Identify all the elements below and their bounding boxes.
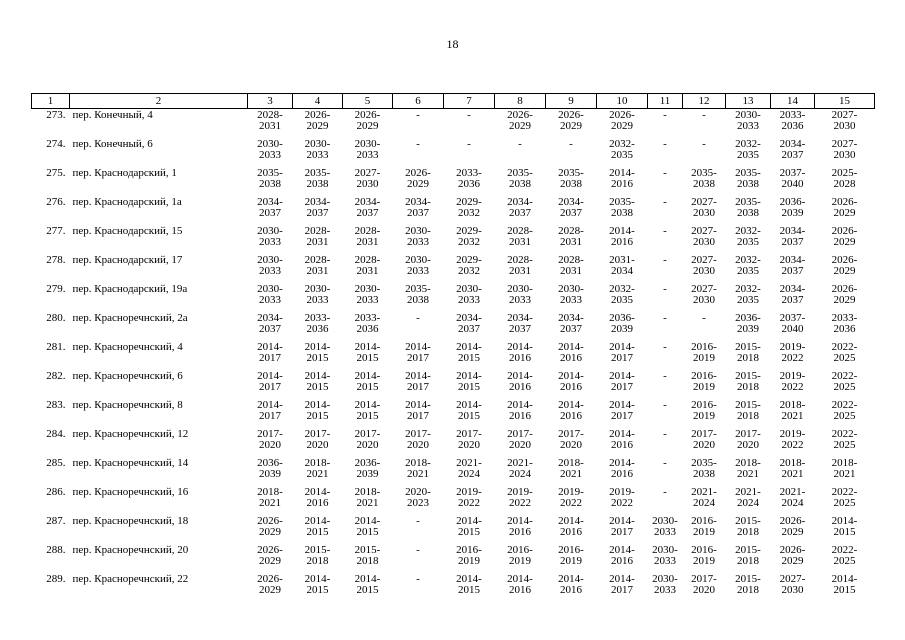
period-cell: 2030- 2033	[652, 544, 678, 567]
period-cell: 2027- 2030	[691, 225, 717, 248]
period-cell: 2035- 2038	[257, 167, 283, 190]
table-row	[32, 254, 875, 283]
period-cell: -	[416, 515, 420, 527]
period-cell: 2032- 2035	[735, 138, 761, 161]
column-header-12: 12	[683, 94, 726, 109]
period-cell: 2033- 2036	[831, 312, 858, 335]
period-cell: 2016- 2019	[691, 399, 717, 422]
period-cell: 2021- 2024	[507, 457, 533, 480]
period-cell: 2014- 2015	[304, 573, 331, 596]
period-cell: 2014- 2015	[456, 573, 482, 596]
period-cell: 2030- 2033	[652, 573, 678, 596]
period-cell: 2022- 2025	[831, 341, 858, 364]
period-cell: 2014- 2016	[558, 399, 584, 422]
period-cell: 2019- 2022	[558, 486, 584, 509]
period-cell: 2014- 2016	[558, 341, 584, 364]
period-cell: 2022- 2025	[831, 544, 858, 567]
period-cell: 2017- 2020	[304, 428, 331, 451]
period-cell: 2028- 2031	[304, 225, 331, 248]
period-cell: 2037- 2040	[779, 312, 806, 335]
row-number: 283.	[46, 399, 66, 411]
period-cell: 2035- 2038	[735, 167, 761, 190]
period-cell: 2029- 2032	[456, 225, 482, 248]
period-cell: 2020- 2023	[405, 486, 431, 509]
period-cell: 2014- 2015	[304, 341, 331, 364]
address-cell: пер. Краснодарский, 17	[72, 254, 183, 266]
period-cell: 2027- 2030	[691, 254, 717, 277]
row-number: 289.	[46, 573, 66, 585]
period-cell: 2014- 2016	[507, 399, 533, 422]
period-cell: 2018- 2021	[735, 457, 761, 480]
row-number: 287.	[46, 515, 66, 527]
period-cell: 2014- 2015	[354, 341, 381, 364]
period-cell: 2014- 2017	[609, 515, 635, 538]
table-row	[32, 341, 875, 370]
row-number: 274.	[46, 138, 66, 150]
period-cell: 2034- 2037	[354, 196, 381, 219]
period-cell: 2017- 2020	[558, 428, 584, 451]
period-cell: 2032- 2035	[735, 283, 761, 306]
schedule-table	[31, 93, 875, 602]
period-cell: -	[663, 486, 667, 498]
period-cell: 2025- 2028	[831, 167, 858, 190]
period-cell: 2027- 2030	[691, 283, 717, 306]
period-cell: 2035- 2038	[691, 167, 717, 190]
period-cell: 2014- 2015	[304, 399, 331, 422]
period-cell: -	[467, 138, 471, 150]
period-cell: 2026- 2029	[779, 515, 806, 538]
period-cell: 2033- 2036	[456, 167, 482, 190]
period-cell: 2019- 2022	[609, 486, 635, 509]
table-row	[32, 428, 875, 457]
period-cell: 2021- 2024	[779, 486, 806, 509]
address-cell: пер. Конечный, 6	[72, 138, 153, 150]
period-cell: -	[416, 573, 420, 585]
period-cell: 2034- 2037	[405, 196, 431, 219]
period-cell: -	[663, 254, 667, 266]
table-row	[32, 167, 875, 196]
address-cell: пер. Краснодарский, 15	[72, 225, 183, 237]
address-cell: пер. Красноречнский, 16	[72, 486, 189, 498]
header-row	[32, 94, 875, 109]
period-cell: 2016- 2019	[507, 544, 533, 567]
address-cell: пер. Краснодарский, 1а	[72, 196, 182, 208]
column-header-7: 7	[444, 94, 495, 109]
table-row	[32, 109, 875, 139]
period-cell: 2015- 2018	[735, 573, 761, 596]
column-header-3: 3	[248, 94, 293, 109]
period-cell: 2018- 2021	[354, 486, 381, 509]
period-cell: 2034- 2037	[304, 196, 331, 219]
address-cell: пер. Красноречнский, 4	[72, 341, 183, 353]
period-cell: 2034- 2037	[779, 254, 806, 277]
period-cell: 2035- 2038	[691, 457, 717, 480]
period-cell: 2014- 2015	[304, 370, 331, 393]
address-cell: пер. Краснодарский, 19а	[72, 283, 188, 295]
period-cell: 2030- 2033	[456, 283, 482, 306]
table-row	[32, 399, 875, 428]
period-cell: 2016- 2019	[691, 341, 717, 364]
table-row	[32, 225, 875, 254]
page-number: 18	[446, 37, 459, 51]
period-cell: 2026- 2029	[831, 254, 858, 277]
column-header-4: 4	[293, 94, 343, 109]
period-cell: 2034- 2037	[507, 312, 533, 335]
period-cell: -	[416, 138, 420, 150]
period-cell: 2018- 2021	[558, 457, 584, 480]
period-cell: 2018- 2021	[405, 457, 431, 480]
period-cell: 2036- 2039	[609, 312, 635, 335]
table-row	[32, 486, 875, 515]
period-cell: -	[702, 312, 706, 324]
period-cell: 2018- 2021	[779, 399, 806, 422]
period-cell: 2034- 2037	[779, 138, 806, 161]
period-cell: 2016- 2019	[558, 544, 584, 567]
period-cell: 2014- 2016	[558, 573, 584, 596]
period-cell: 2035- 2038	[304, 167, 331, 190]
period-cell: 2034- 2037	[257, 196, 283, 219]
column-header-8: 8	[495, 94, 546, 109]
row-number: 273.	[46, 109, 66, 121]
period-cell: 2028- 2031	[257, 109, 283, 132]
column-header-1: 1	[32, 94, 70, 109]
period-cell: 2017- 2020	[354, 428, 381, 451]
period-cell: 2036- 2039	[779, 196, 806, 219]
column-header-6: 6	[393, 94, 444, 109]
period-cell: 2030- 2033	[257, 254, 283, 277]
period-cell: 2035- 2038	[558, 167, 584, 190]
table-row	[32, 283, 875, 312]
period-cell: 2033- 2036	[779, 109, 806, 132]
period-cell: 2028- 2031	[507, 254, 533, 277]
period-cell: 2034- 2037	[507, 196, 533, 219]
table-row	[32, 515, 875, 544]
period-cell: 2015- 2018	[735, 544, 761, 567]
period-cell: -	[416, 109, 420, 121]
period-cell: 2014- 2017	[257, 341, 283, 364]
period-cell: 2033- 2036	[354, 312, 381, 335]
period-cell: 2014- 2016	[507, 515, 533, 538]
period-cell: 2014- 2016	[558, 370, 584, 393]
period-cell: 2021- 2024	[691, 486, 717, 509]
period-cell: 2019- 2022	[779, 428, 806, 451]
period-cell: 2015- 2018	[735, 341, 761, 364]
period-cell: 2014- 2016	[609, 457, 635, 480]
period-cell: 2018- 2021	[257, 486, 283, 509]
period-cell: 2019- 2022	[456, 486, 482, 509]
period-cell: 2014- 2015	[304, 515, 331, 538]
period-cell: 2016- 2019	[691, 515, 717, 538]
period-cell: 2026- 2029	[507, 109, 533, 132]
period-cell: 2030- 2033	[354, 283, 381, 306]
period-cell: 2014- 2015	[354, 515, 381, 538]
period-cell: 2030- 2033	[558, 283, 584, 306]
period-cell: -	[663, 428, 667, 440]
row-number: 280.	[46, 312, 66, 324]
period-cell: -	[663, 370, 667, 382]
period-cell: 2017- 2020	[257, 428, 283, 451]
period-cell: 2014- 2016	[609, 428, 635, 451]
table-body	[32, 109, 875, 603]
period-cell: 2032- 2035	[609, 283, 635, 306]
period-cell: 2014- 2016	[609, 167, 635, 190]
column-header-15: 15	[815, 94, 875, 109]
period-cell: 2021- 2024	[735, 486, 761, 509]
period-cell: 2017- 2020	[507, 428, 533, 451]
period-cell: 2022- 2025	[831, 370, 858, 393]
address-cell: пер. Красноречнский, 2а	[72, 312, 188, 324]
period-cell: 2019- 2022	[507, 486, 533, 509]
period-cell: 2029- 2032	[456, 196, 482, 219]
period-cell: 2030- 2033	[405, 254, 431, 277]
period-cell: 2014- 2016	[558, 515, 584, 538]
period-cell: 2014- 2015	[456, 515, 482, 538]
period-cell: 2017- 2020	[691, 428, 717, 451]
period-cell: 2026- 2029	[831, 283, 858, 306]
period-cell: 2018- 2021	[779, 457, 806, 480]
table-row	[32, 312, 875, 341]
period-cell: -	[518, 138, 522, 150]
column-header-9: 9	[546, 94, 597, 109]
column-header-2: 2	[70, 94, 248, 109]
period-cell: 2014- 2017	[609, 341, 635, 364]
period-cell: 2035- 2038	[609, 196, 635, 219]
period-cell: 2036- 2039	[354, 457, 381, 480]
period-cell: 2026- 2029	[304, 109, 331, 132]
period-cell: 2030- 2033	[304, 283, 331, 306]
period-cell: 2014- 2017	[405, 341, 431, 364]
period-cell: -	[663, 138, 667, 150]
period-cell: 2017- 2020	[691, 573, 717, 596]
row-number: 285.	[46, 457, 66, 469]
period-cell: 2027- 2030	[779, 573, 806, 596]
period-cell: -	[663, 457, 667, 469]
period-cell: 2015- 2018	[735, 515, 761, 538]
period-cell: 2030- 2033	[507, 283, 533, 306]
period-cell: 2014- 2016	[507, 573, 533, 596]
column-header-13: 13	[726, 94, 771, 109]
address-cell: пер. Краснодарский, 1	[72, 167, 177, 179]
period-cell: 2028- 2031	[354, 254, 381, 277]
period-cell: 2037- 2040	[779, 167, 806, 190]
period-cell: 2019- 2022	[779, 341, 806, 364]
period-cell: 2034- 2037	[779, 283, 806, 306]
period-cell: 2033- 2036	[304, 312, 331, 335]
address-cell: пер. Красноречнский, 18	[72, 515, 189, 527]
row-number: 282.	[46, 370, 66, 382]
period-cell: 2026- 2029	[257, 515, 283, 538]
period-cell: 2016- 2019	[691, 544, 717, 567]
column-header-11: 11	[648, 94, 683, 109]
period-cell: 2034- 2037	[558, 312, 584, 335]
period-cell: -	[663, 196, 667, 208]
period-cell: 2027- 2030	[831, 138, 858, 161]
period-cell: 2014- 2016	[609, 544, 635, 567]
period-cell: -	[569, 138, 573, 150]
period-cell: 2014- 2015	[354, 370, 381, 393]
address-cell: пер. Красноречнский, 12	[72, 428, 189, 440]
period-cell: -	[702, 109, 706, 121]
period-cell: 2031- 2034	[609, 254, 635, 277]
period-cell: 2014- 2015	[354, 399, 381, 422]
period-cell: 2030- 2033	[304, 138, 331, 161]
table-row	[32, 544, 875, 573]
period-cell: 2022- 2025	[831, 486, 858, 509]
period-cell: 2014- 2015	[831, 573, 858, 596]
period-cell: 2026- 2029	[558, 109, 584, 132]
period-cell: 2014- 2015	[456, 399, 482, 422]
period-cell: 2014- 2015	[354, 573, 381, 596]
address-cell: пер. Красноречнский, 6	[72, 370, 183, 382]
period-cell: -	[416, 312, 420, 324]
period-cell: 2027- 2030	[354, 167, 381, 190]
period-cell: 2026- 2029	[609, 109, 635, 132]
period-cell: 2030- 2033	[257, 225, 283, 248]
period-cell: 2016- 2019	[456, 544, 482, 567]
period-cell: 2030- 2033	[257, 283, 283, 306]
row-number: 277.	[46, 225, 66, 237]
period-cell: 2035- 2038	[405, 283, 431, 306]
period-cell: -	[663, 109, 667, 121]
period-cell: 2035- 2038	[507, 167, 533, 190]
period-cell: 2026- 2029	[831, 225, 858, 248]
period-cell: 2014- 2016	[507, 341, 533, 364]
period-cell: 2017- 2020	[735, 428, 761, 451]
period-cell: -	[663, 312, 667, 324]
period-cell: 2014- 2017	[405, 399, 431, 422]
row-number: 278.	[46, 254, 66, 266]
period-cell: 2028- 2031	[507, 225, 533, 248]
period-cell: 2030- 2033	[652, 515, 678, 538]
period-cell: 2026- 2029	[354, 109, 381, 132]
table-row	[32, 196, 875, 225]
period-cell: 2026- 2029	[257, 544, 283, 567]
period-cell: 2028- 2031	[304, 254, 331, 277]
column-header-5: 5	[343, 94, 393, 109]
period-cell: 2014- 2016	[609, 225, 635, 248]
address-cell: пер. Красноречнский, 22	[72, 573, 189, 585]
period-cell: 2028- 2031	[354, 225, 381, 248]
period-cell: 2034- 2037	[779, 225, 806, 248]
period-cell: 2029- 2032	[456, 254, 482, 277]
address-cell: пер. Конечный, 4	[72, 109, 153, 121]
period-cell: 2015- 2018	[735, 399, 761, 422]
period-cell: 2032- 2035	[735, 225, 761, 248]
period-cell: 2034- 2037	[558, 196, 584, 219]
period-cell: 2034- 2037	[257, 312, 283, 335]
period-cell: -	[663, 283, 667, 295]
period-cell: 2028- 2031	[558, 225, 584, 248]
period-cell: 2036- 2039	[735, 312, 761, 335]
period-cell: 2014- 2015	[831, 515, 858, 538]
period-cell: 2014- 2017	[609, 573, 635, 596]
period-cell: 2021- 2024	[456, 457, 482, 480]
row-number: 286.	[46, 486, 66, 498]
row-number: 281.	[46, 341, 66, 353]
period-cell: 2026- 2029	[831, 196, 858, 219]
period-cell: 2030- 2033	[735, 109, 761, 132]
period-cell: 2030- 2033	[354, 138, 381, 161]
period-cell: 2014- 2016	[304, 486, 331, 509]
period-cell: -	[663, 341, 667, 353]
period-cell: 2032- 2035	[609, 138, 635, 161]
period-cell: 2032- 2035	[735, 254, 761, 277]
period-cell: 2014- 2017	[257, 399, 283, 422]
table-row	[32, 573, 875, 602]
period-cell: 2026- 2029	[405, 167, 431, 190]
period-cell: -	[702, 138, 706, 150]
address-cell: пер. Красноречнский, 14	[72, 457, 189, 469]
period-cell: -	[663, 167, 667, 179]
period-cell: 2036- 2039	[257, 457, 283, 480]
period-cell: 2035- 2038	[735, 196, 761, 219]
table-row	[32, 370, 875, 399]
period-cell: 2014- 2016	[507, 370, 533, 393]
period-cell: 2014- 2017	[609, 399, 635, 422]
period-cell: -	[663, 399, 667, 411]
period-cell: -	[663, 225, 667, 237]
period-cell: 2016- 2019	[691, 370, 717, 393]
row-number: 275.	[46, 167, 66, 179]
row-number: 288.	[46, 544, 66, 556]
period-cell: 2019- 2022	[779, 370, 806, 393]
period-cell: 2030- 2033	[405, 225, 431, 248]
period-cell: 2017- 2020	[456, 428, 482, 451]
period-cell: 2014- 2017	[405, 370, 431, 393]
period-cell: 2014- 2015	[456, 370, 482, 393]
row-number: 279.	[46, 283, 66, 295]
address-cell: пер. Красноречнский, 20	[72, 544, 189, 556]
period-cell: 2014- 2017	[257, 370, 283, 393]
period-cell: 2015- 2018	[304, 544, 331, 567]
period-cell: 2027- 2030	[831, 109, 858, 132]
row-number: 276.	[46, 196, 66, 208]
table-row	[32, 457, 875, 486]
column-header-14: 14	[771, 94, 815, 109]
period-cell: 2014- 2015	[456, 341, 482, 364]
period-cell: -	[467, 109, 471, 121]
address-cell: пер. Красноречнский, 8	[72, 399, 183, 411]
period-cell: 2018- 2021	[304, 457, 331, 480]
period-cell: 2028- 2031	[558, 254, 584, 277]
period-cell: 2026- 2029	[257, 573, 283, 596]
period-cell: -	[416, 544, 420, 556]
row-number: 284.	[46, 428, 66, 440]
period-cell: 2027- 2030	[691, 196, 717, 219]
period-cell: 2014- 2017	[609, 370, 635, 393]
period-cell: 2022- 2025	[831, 399, 858, 422]
period-cell: 2022- 2025	[831, 428, 858, 451]
period-cell: 2017- 2020	[405, 428, 431, 451]
period-cell: 2015- 2018	[354, 544, 381, 567]
period-cell: 2015- 2018	[735, 370, 761, 393]
period-cell: 2026- 2029	[779, 544, 806, 567]
period-cell: 2030- 2033	[257, 138, 283, 161]
table-row	[32, 138, 875, 167]
column-header-10: 10	[597, 94, 648, 109]
period-cell: 2034- 2037	[456, 312, 482, 335]
period-cell: 2018- 2021	[831, 457, 858, 480]
